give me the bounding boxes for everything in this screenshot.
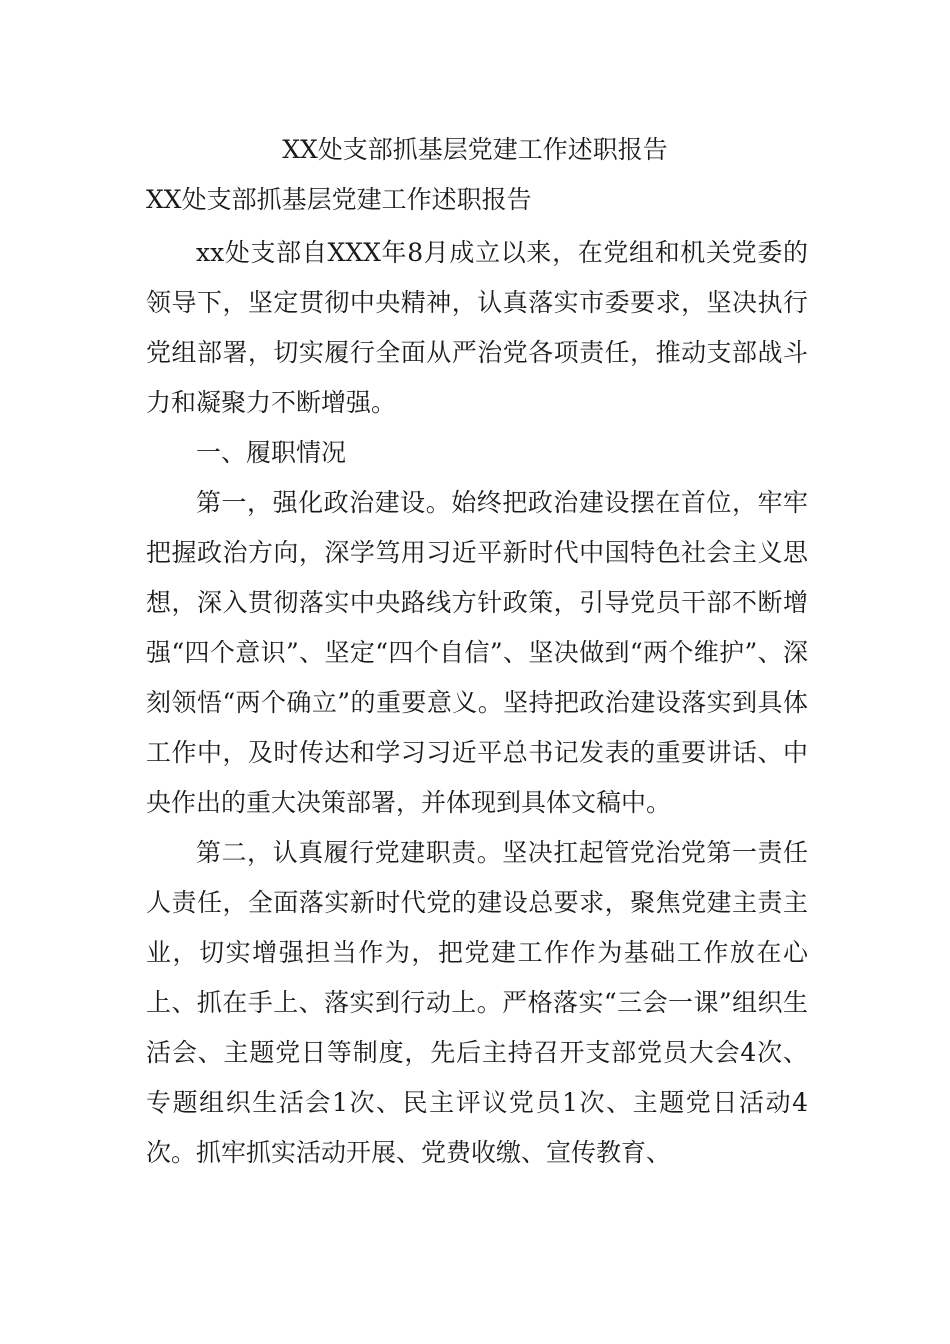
document-body	[146, 228, 808, 1178]
paragraph-intro: xx处支部自XXX年8月成立以来，在党组和机关党委的领导下，坚定贯彻中央精神，认真落实市委要求，坚决执行党组部署，切实履行全面从严治党各项责任，推动支部战斗力和凝聚力不断增强。	[146, 238, 808, 417]
section-heading: 一、履职情况	[196, 438, 347, 467]
document-subtitle: XX处支部抓基层党建工作述职报告	[146, 185, 532, 214]
document-title: XX处支部抓基层党建工作述职报告	[282, 135, 668, 164]
paragraph-political-building: 第一，强化政治建设。始终把政治建设摆在首位，牢牢把握政治方向，深学笃用习近平新时代中国特色社会主义思想，深入贯彻落实中央路线方针政策，引导党员干部不断增强“四个意识”、坚定“四个自信”、坚决做到“两个维护”、深刻领悟“两个确立”的重要意义。坚持把政治建设落实到具体工作中，及时传达和学习习近平总书记发表的重要讲话、中央作出的重大决策部署，并体现到具体文稿中。	[146, 488, 808, 817]
paragraph-party-duties: 第二，认真履行党建职责。坚决扛起管党治党第一责任人责任，全面落实新时代党的建设总要求，聚焦党建主责主业，切实增强担当作为，把党建工作作为基础工作放在心上、抓在手上、落实到行动上。严格落实“三会一课”组织生活会、主题党日等制度，先后主持召开支部党员大会4次、专题组织生活会1次、民主评议党员1次、主题党日活动4次。抓牢抓实活动开展、党费收缴、宣传教育、	[146, 838, 808, 1167]
